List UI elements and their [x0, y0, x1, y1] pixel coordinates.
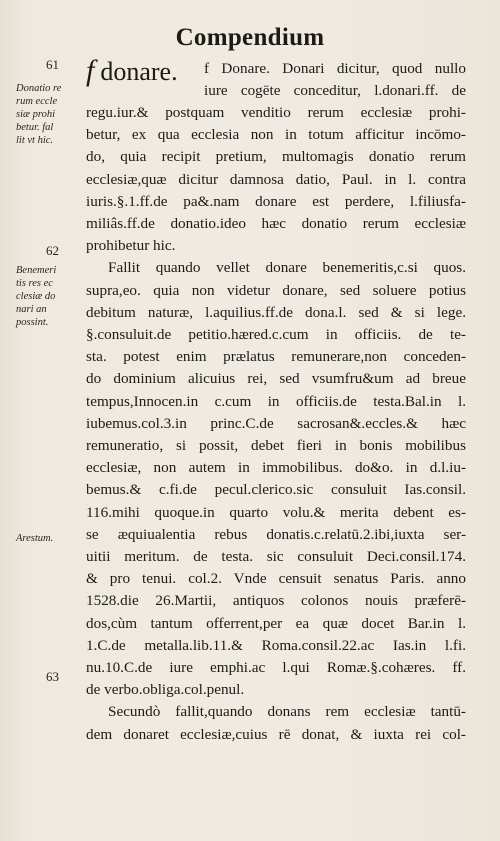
margin-note-line: clesiæ do: [16, 291, 56, 302]
text-line: dos,cùm tantum offerrent,per ea quæ docet Bar.in l.: [86, 614, 466, 632]
text-line: ecclesiæ,quæ dicitur damnosa datio, Paul. in l. contra: [86, 170, 466, 188]
margin-note-line: possint.: [16, 317, 49, 328]
text-line: & pro tenui. col.2. Vnde censuit senatus Paris. anno: [86, 570, 466, 588]
text-line: iure cogēte conceditur, l.donari.ff. de: [204, 82, 466, 100]
text-line: remuneratio, si possit, debet fieri in bonis mobilibus: [86, 437, 466, 455]
margin-note-line: tis res ec: [16, 278, 53, 289]
text-line: bemus.& c.fi.de pecul.clerico.sic consuluit Ias.consil.: [86, 481, 466, 499]
text-line: miliâs.ff.de donatio.ideo hæc donatio rerum ecclesiæ: [86, 215, 466, 233]
text-line: do, quia recipit pretium, multomagis donatio rerum: [86, 148, 466, 166]
paragraph-donatio: [86, 102, 466, 257]
margin-note-benemeritis: [16, 264, 88, 329]
text-line: prohibetur hic.: [86, 237, 176, 255]
text-line: betur, ex qua ecclesia non in totum afficitur incōmo-: [86, 126, 466, 144]
margin-number-62: 62: [46, 243, 59, 258]
entry-heading: [86, 54, 466, 102]
text-line: regu.iur.& postquam venditio rerum ecclesiæ prohi-: [86, 104, 466, 121]
text-line: supra,eo. quia non videtur donare, sed soluere potius: [86, 281, 466, 299]
text-line: §.consuluit.de petitio.hæred.c.cum in officiis. de te-: [86, 326, 466, 344]
text-line: debitum naturæ, l.aquilius.ff.de dona.l. sed & si lege.: [86, 303, 466, 321]
text-line: f Donare. Donari dicitur, quod nullo: [204, 60, 466, 77]
margin-note-line: rum eccle: [16, 96, 58, 107]
text-line: de verbo.obliga.col.penul.: [86, 681, 245, 699]
margin-note-donatio: [16, 82, 88, 147]
margin-note-line: lit vt hic.: [16, 135, 54, 146]
text-line: uitii meritum. de testa. sic consuluit Deci.consil.174.: [86, 548, 466, 566]
text-line: 116.mihi quoque.in quarto volu.& merita debent es-: [86, 503, 466, 521]
margin-note-line: Benemeri: [16, 265, 57, 276]
text-line: dem donaret ecclesiæ,cuius rē donat, & iuxta rei col-: [86, 725, 466, 743]
text-line: 1528.die 26.Martii, antiquos colonos nouis præferē-: [86, 592, 466, 610]
text-line: nu.10.C.de iure emphi.ac l.qui Romæ.§.cohæres. ff.: [86, 659, 466, 677]
entry-opening: [204, 58, 466, 102]
margin-number-63: 63: [46, 669, 59, 684]
margin-note-line: Donatio re: [16, 83, 62, 94]
text-line: sta. potest enim prælatus remunerare,non conceden-: [86, 348, 466, 366]
margin-note-arestum: Arestum.: [16, 533, 54, 544]
margin-note-line: betur. fal: [16, 122, 54, 133]
margin-number-61: 61: [46, 57, 59, 72]
text-line: tempus,Innocen.in c.cum in officiis.de testa.Bal.in l.: [86, 392, 466, 410]
paragraph-secundo-fallit: [86, 701, 466, 745]
running-head: Compendium: [175, 24, 325, 51]
text-line: ecclesiæ, non autem in immobilibus. do&o. in d.l.iu-: [86, 459, 466, 477]
text-line: Secundò fallit,quando donans rem ecclesiæ tantū-: [108, 703, 466, 721]
text-line: Fallit quando vellet donare benemeritis,c.si quos.: [108, 259, 466, 277]
text-line: iuris.§.1.ff.de pa&.nam donare est perdere, l.filiusfa-: [86, 192, 466, 210]
main-text: [86, 54, 466, 746]
margin-note-line: nari an: [16, 304, 47, 315]
paragraph-fallit-benemeritis: [86, 257, 466, 701]
text-line: se æquiualentia rebus donatis.c.relatū.2.ibi,iuxta ser-: [86, 525, 466, 543]
text-line: do dominium alicuius rei, sed vsumfru&um ad breue: [86, 370, 466, 388]
margin-note-line: siæ prohi: [16, 109, 55, 120]
text-line: 1.C.de metalla.lib.11.& Roma.consil.22.ac Ias.in l.fi.: [86, 636, 466, 654]
lemma-donare: f donare.: [86, 54, 178, 87]
text-line: iubemus.col.3.in princ.C.de sacrosan&.eccles.& hæc: [86, 414, 466, 432]
lemma-initial: f: [86, 54, 95, 87]
